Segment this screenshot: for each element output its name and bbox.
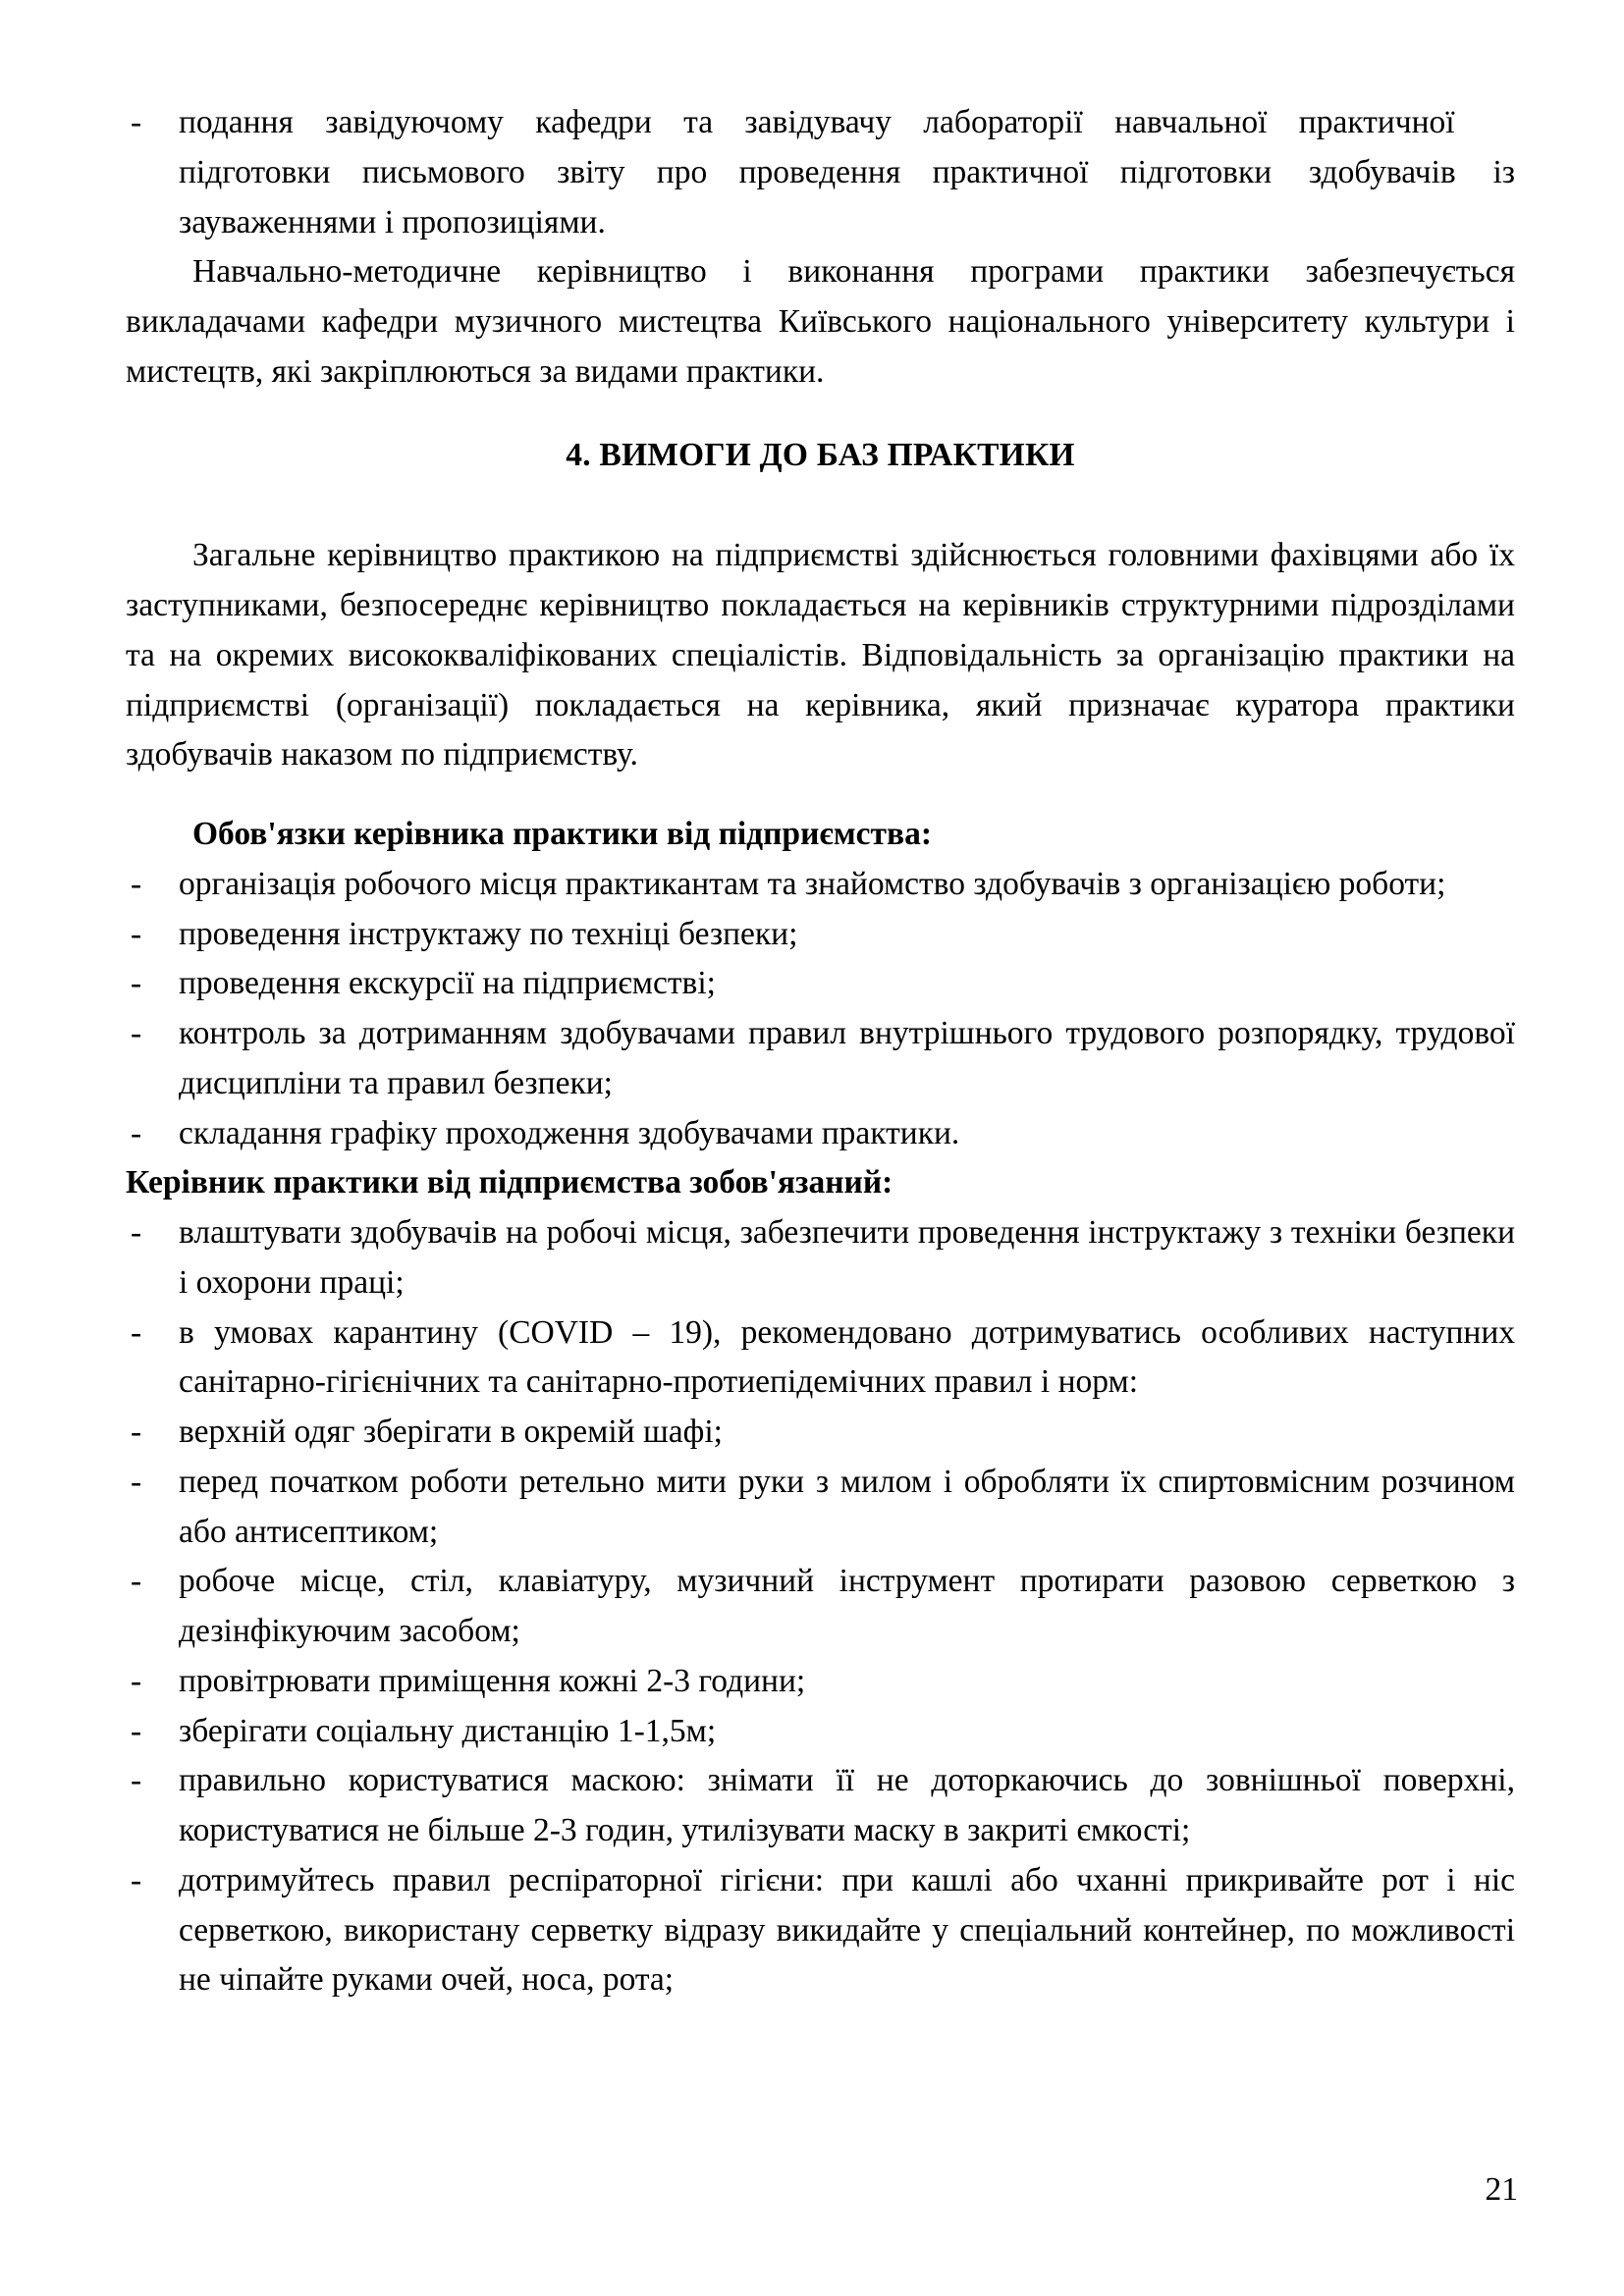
list-item-text: провітрювати приміщення кожні 2-3 години;	[179, 1662, 806, 1699]
page-content	[126, 98, 1515, 2005]
bullet-dash: -	[131, 1015, 142, 1051]
paragraph-general-management: Загальне керівництво практикою на підприємстві здійснюється головними фахівцями або їх заступниками, безпосереднє керівництво покладається на керівників структурними підрозділами та на окремих висококваліфікованих спеціалістів. Відповідальність за організацію практики на підприємстві (організації) покладається на керівника, який призначає куратора практики здобувачів наказом по підприємству.	[126, 537, 1515, 774]
list-item-text: перед початком роботи ретельно мити руки з милом і обробляти їх спиртовмісним розчином або антисептиком;	[179, 1463, 1515, 1550]
spacer	[126, 480, 1515, 531]
list-item	[126, 1009, 1515, 1109]
bullet-dash: -	[131, 1414, 142, 1450]
obligations-list	[126, 1208, 1515, 2005]
list-item-text: організація робочого місця практикантам та знайомство здобувачів з організацією роботи;	[179, 865, 1446, 902]
subheading-obligations: Керівник практики від підприємства зобов'язаний:	[126, 1164, 893, 1201]
list-item	[126, 1707, 1515, 1757]
bullet-dash: -	[131, 1463, 142, 1500]
bullet-dash: -	[131, 1563, 142, 1600]
spacer	[126, 780, 1515, 810]
duties-list	[126, 860, 1515, 1159]
bullet-dash: -	[131, 1762, 142, 1799]
top-bullet-list	[126, 98, 1515, 247]
bullet-dash: -	[131, 1114, 142, 1151]
list-item-text: верхній одяг зберігати в окремій шафі;	[179, 1414, 723, 1450]
list-item-text: проведення інструктажу по техніці безпеки;	[179, 915, 798, 952]
bullet-dash: -	[131, 1861, 142, 1898]
list-item	[126, 1458, 1515, 1558]
list-item	[126, 959, 1515, 1009]
subheading-duties: Обов'язки керівника практики від підприємства:	[192, 816, 932, 852]
list-item	[126, 1557, 1515, 1657]
list-item-text: поданняᅠзавідуючомуᅠкафедриᅠтаᅠзавідувачуᅠлабораторіїᅠнавчальноїᅠпрактичноїᅠпідготовкиᅠписьмовогоᅠзвітуᅠпроᅠпроведенняᅠпрактичноїᅠпідготовки здобувачів із зауваженнями і пропозиціями.	[179, 104, 1515, 240]
list-item-text: влаштувати здобувачів на робочі місця, забезпечити проведення інструктажу з техніки безпеки і охорони праці;	[179, 1214, 1515, 1301]
bullet-dash: -	[131, 915, 142, 952]
page-number: 21	[1485, 2170, 1518, 2208]
bullet-dash: -	[131, 1313, 142, 1351]
list-item	[126, 1657, 1515, 1707]
list-item	[126, 1308, 1515, 1409]
bullet-dash: -	[131, 965, 142, 1002]
list-item	[126, 1756, 1515, 1856]
list-item-text: дотримуйтесь правил респіраторної гігієни: при кашлі або чханні прикривайте рот і ніс серветкою, використану серветку відразу викидайте у спеціальний контейнер, по можливості не чіпайте руками очей, носа, рота;	[179, 1861, 1515, 1999]
list-item-text: правильно користуватися маскою: знімати її не доторкаючись до зовнішньої поверхні, користуватися не більше 2-3 годин, утилізувати маску в закриті ємкості;	[179, 1762, 1515, 1848]
section-heading-4: 4. ВИМОГИ ДО БАЗ ПРАКТИКИ	[566, 436, 1075, 473]
list-item	[126, 1408, 1515, 1458]
list-item	[126, 860, 1515, 910]
bullet-dash: -	[131, 1214, 142, 1251]
list-item	[126, 1208, 1515, 1308]
list-item	[126, 98, 1515, 247]
paragraph-leadership: Навчально-методичне керівництво і виконання програми практики забезпечується викладачами кафедри музичного мистецтва Київського національного університету культури і мистецтв, які закріплюються за видами практики.	[126, 253, 1515, 390]
list-item-text: робоче місце, стіл, клавіатуру, музичний інструмент протирати разовою серветкою з дезінфікуючим засобом;	[179, 1563, 1515, 1649]
list-item-text: проведення екскурсії на підприємстві;	[179, 965, 716, 1002]
list-item	[126, 1856, 1515, 2005]
bullet-dash: -	[131, 1662, 142, 1699]
list-item-text: складання графіку проходження здобувачами практики.	[179, 1114, 960, 1151]
list-item-text: зберігати соціальну дистанцію 1-1,5м;	[179, 1712, 717, 1749]
bullet-dash: -	[131, 865, 142, 902]
list-item-text: в умовах карантину (COVID – 19), рекомендовано дотримуватись особливих наступних санітарно-гігієнічних та санітарно-протиепідемічних правил і норм:	[179, 1313, 1515, 1401]
list-item	[126, 910, 1515, 960]
list-item	[126, 1109, 1515, 1159]
bullet-dash: -	[131, 1712, 142, 1749]
bullet-dash: -	[131, 104, 142, 140]
list-item-text: контроль за дотриманням здобувачами правил внутрішнього трудового розпорядку, трудової дисципліни та правил безпеки;	[179, 1015, 1515, 1101]
